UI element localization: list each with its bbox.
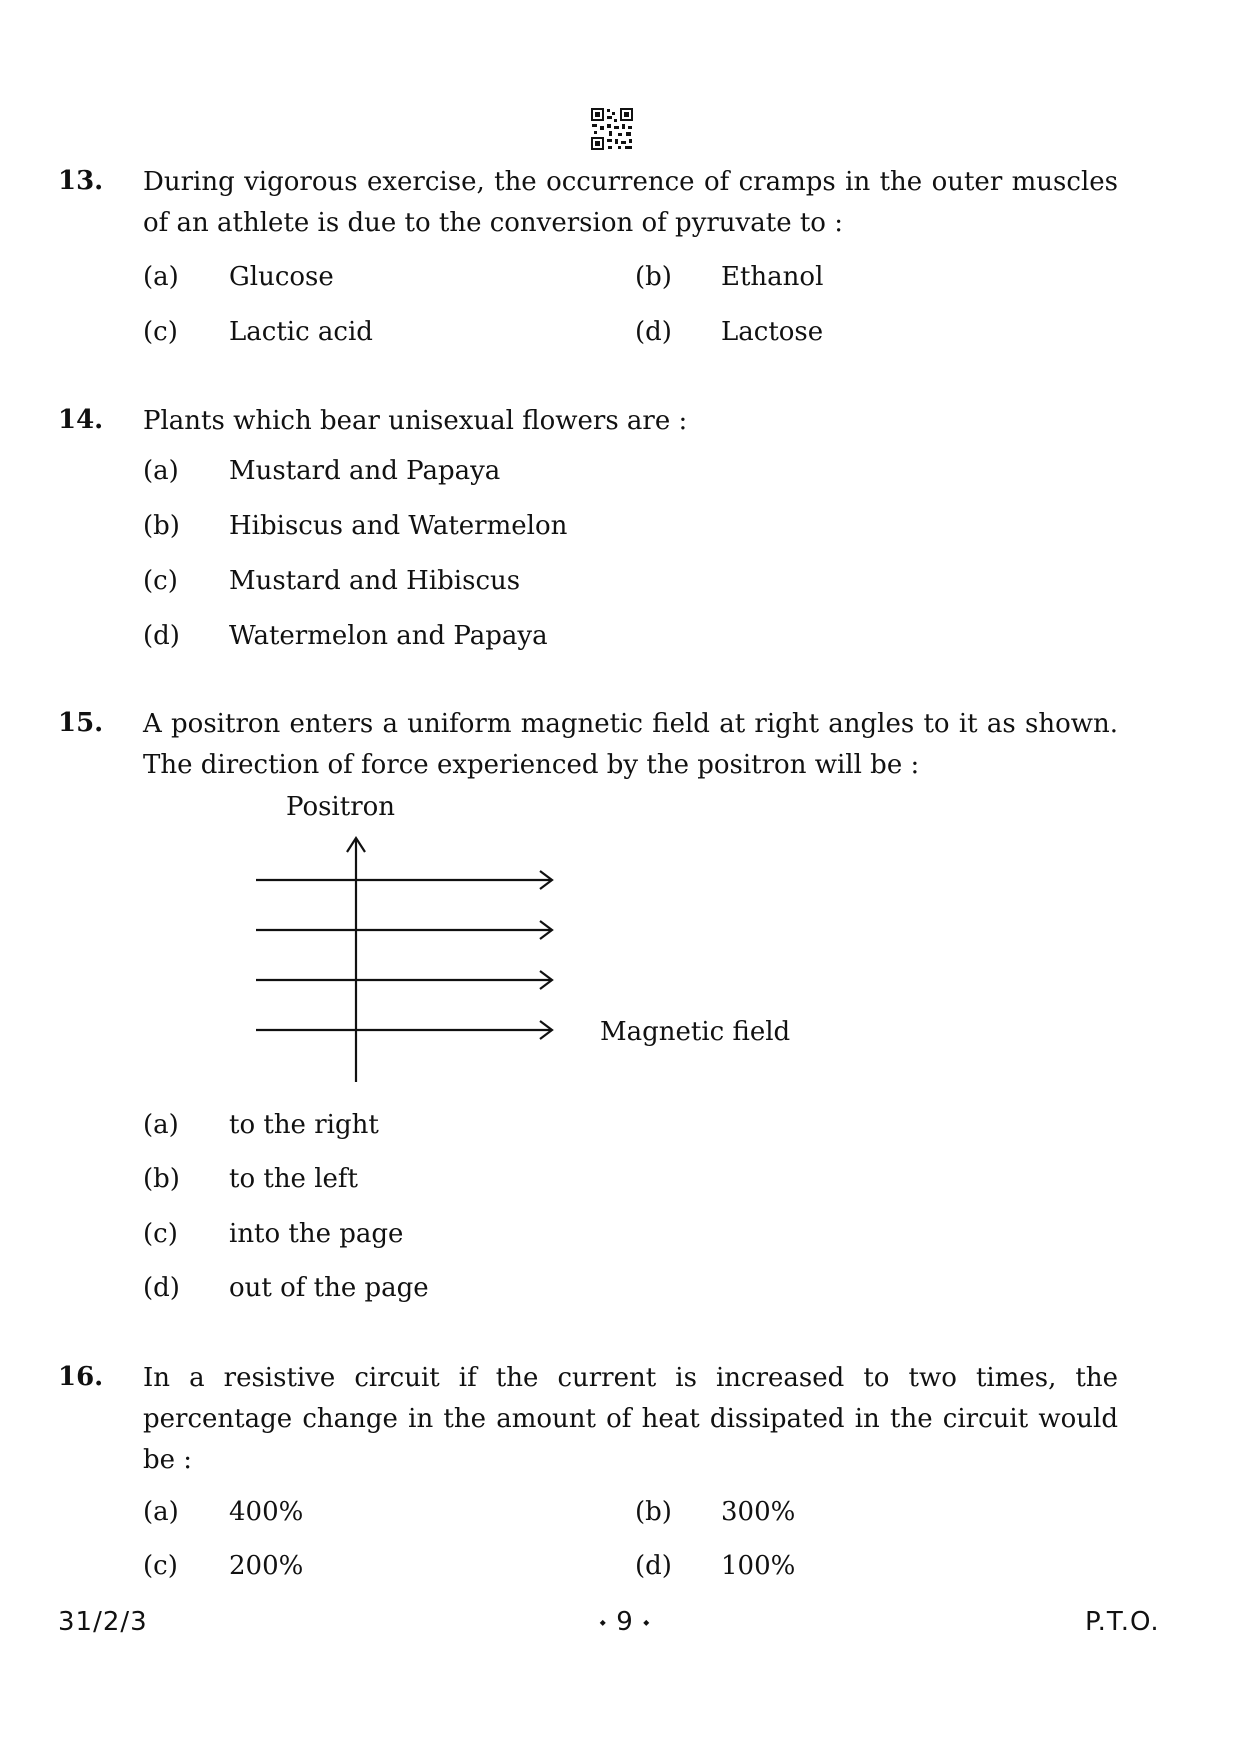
- option-letter: (c): [143, 1551, 178, 1581]
- option-letter: (b): [635, 262, 672, 292]
- paper-code: 31/2/3: [58, 1607, 148, 1637]
- option-letter: (c): [143, 566, 178, 596]
- option-text: 200%: [229, 1551, 304, 1581]
- magnetic-field-label: Magnetic field: [600, 1017, 791, 1047]
- option-letter: (c): [143, 317, 178, 347]
- option-letter: (b): [143, 511, 180, 541]
- option-letter: (a): [143, 262, 179, 292]
- page-number: 9: [616, 1607, 634, 1637]
- option-text: Ethanol: [721, 262, 824, 292]
- option-text: Glucose: [229, 262, 334, 292]
- option-text: Lactic acid: [229, 317, 373, 347]
- question-text-line: be :: [143, 1445, 193, 1475]
- option-text: 400%: [229, 1497, 304, 1527]
- question-text-line: of an athlete is due to the conversion of pyruvate to :: [143, 208, 843, 238]
- question-text-line: During vigorous exercise, the occurrence of cramps in the outer muscles: [143, 167, 1118, 197]
- option-text: Hibiscus and Watermelon: [229, 511, 568, 541]
- option-text: into the page: [229, 1219, 404, 1249]
- question-number: 14.: [58, 405, 104, 435]
- ornament-left-icon: ⬩: [599, 1612, 607, 1633]
- option-letter: (d): [635, 317, 672, 347]
- option-letter: (c): [143, 1219, 178, 1249]
- question-number: 16.: [58, 1362, 104, 1392]
- question-number: 15.: [58, 708, 104, 738]
- option-letter: (d): [143, 1273, 180, 1303]
- option-letter: (b): [143, 1164, 180, 1194]
- question-text: [143, 1358, 1118, 1481]
- option-letter: (d): [635, 1551, 672, 1581]
- option-text: Lactose: [721, 317, 824, 347]
- option-text: 100%: [721, 1551, 796, 1581]
- question-text-line: In a resistive circuit if the current is increased to two times, the: [143, 1363, 1118, 1393]
- option-text: Mustard and Hibiscus: [229, 566, 521, 596]
- magnetic-field-diagram: [250, 832, 570, 1092]
- question-text: [143, 162, 1118, 244]
- question-text-line: A positron enters a uniform magnetic field at right angles to it as shown.: [143, 709, 1118, 739]
- option-text: Watermelon and Papaya: [229, 621, 548, 651]
- option-letter: (a): [143, 456, 179, 486]
- question-text-line: percentage change in the amount of heat dissipated in the circuit would: [143, 1404, 1118, 1434]
- option-text: 300%: [721, 1497, 796, 1527]
- option-letter: (a): [143, 1497, 179, 1527]
- pto-label: P.T.O.: [1085, 1607, 1160, 1637]
- page-number-group: [575, 1607, 675, 1637]
- option-text: to the right: [229, 1110, 379, 1140]
- question-text-line: The direction of force experienced by the positron will be :: [143, 750, 920, 780]
- option-text: Mustard and Papaya: [229, 456, 501, 486]
- question-text: [143, 704, 1118, 786]
- qr-code-icon: [590, 107, 634, 151]
- option-text: to the left: [229, 1164, 358, 1194]
- option-letter: (b): [635, 1497, 672, 1527]
- question-text-line: Plants which bear unisexual flowers are :: [143, 406, 688, 436]
- option-letter: (a): [143, 1110, 179, 1140]
- ornament-right-icon: ⬩: [643, 1612, 651, 1633]
- option-text: out of the page: [229, 1273, 429, 1303]
- positron-label: Positron: [286, 792, 396, 822]
- question-number: 13.: [58, 166, 104, 196]
- option-letter: (d): [143, 621, 180, 651]
- question-text: [143, 401, 1118, 442]
